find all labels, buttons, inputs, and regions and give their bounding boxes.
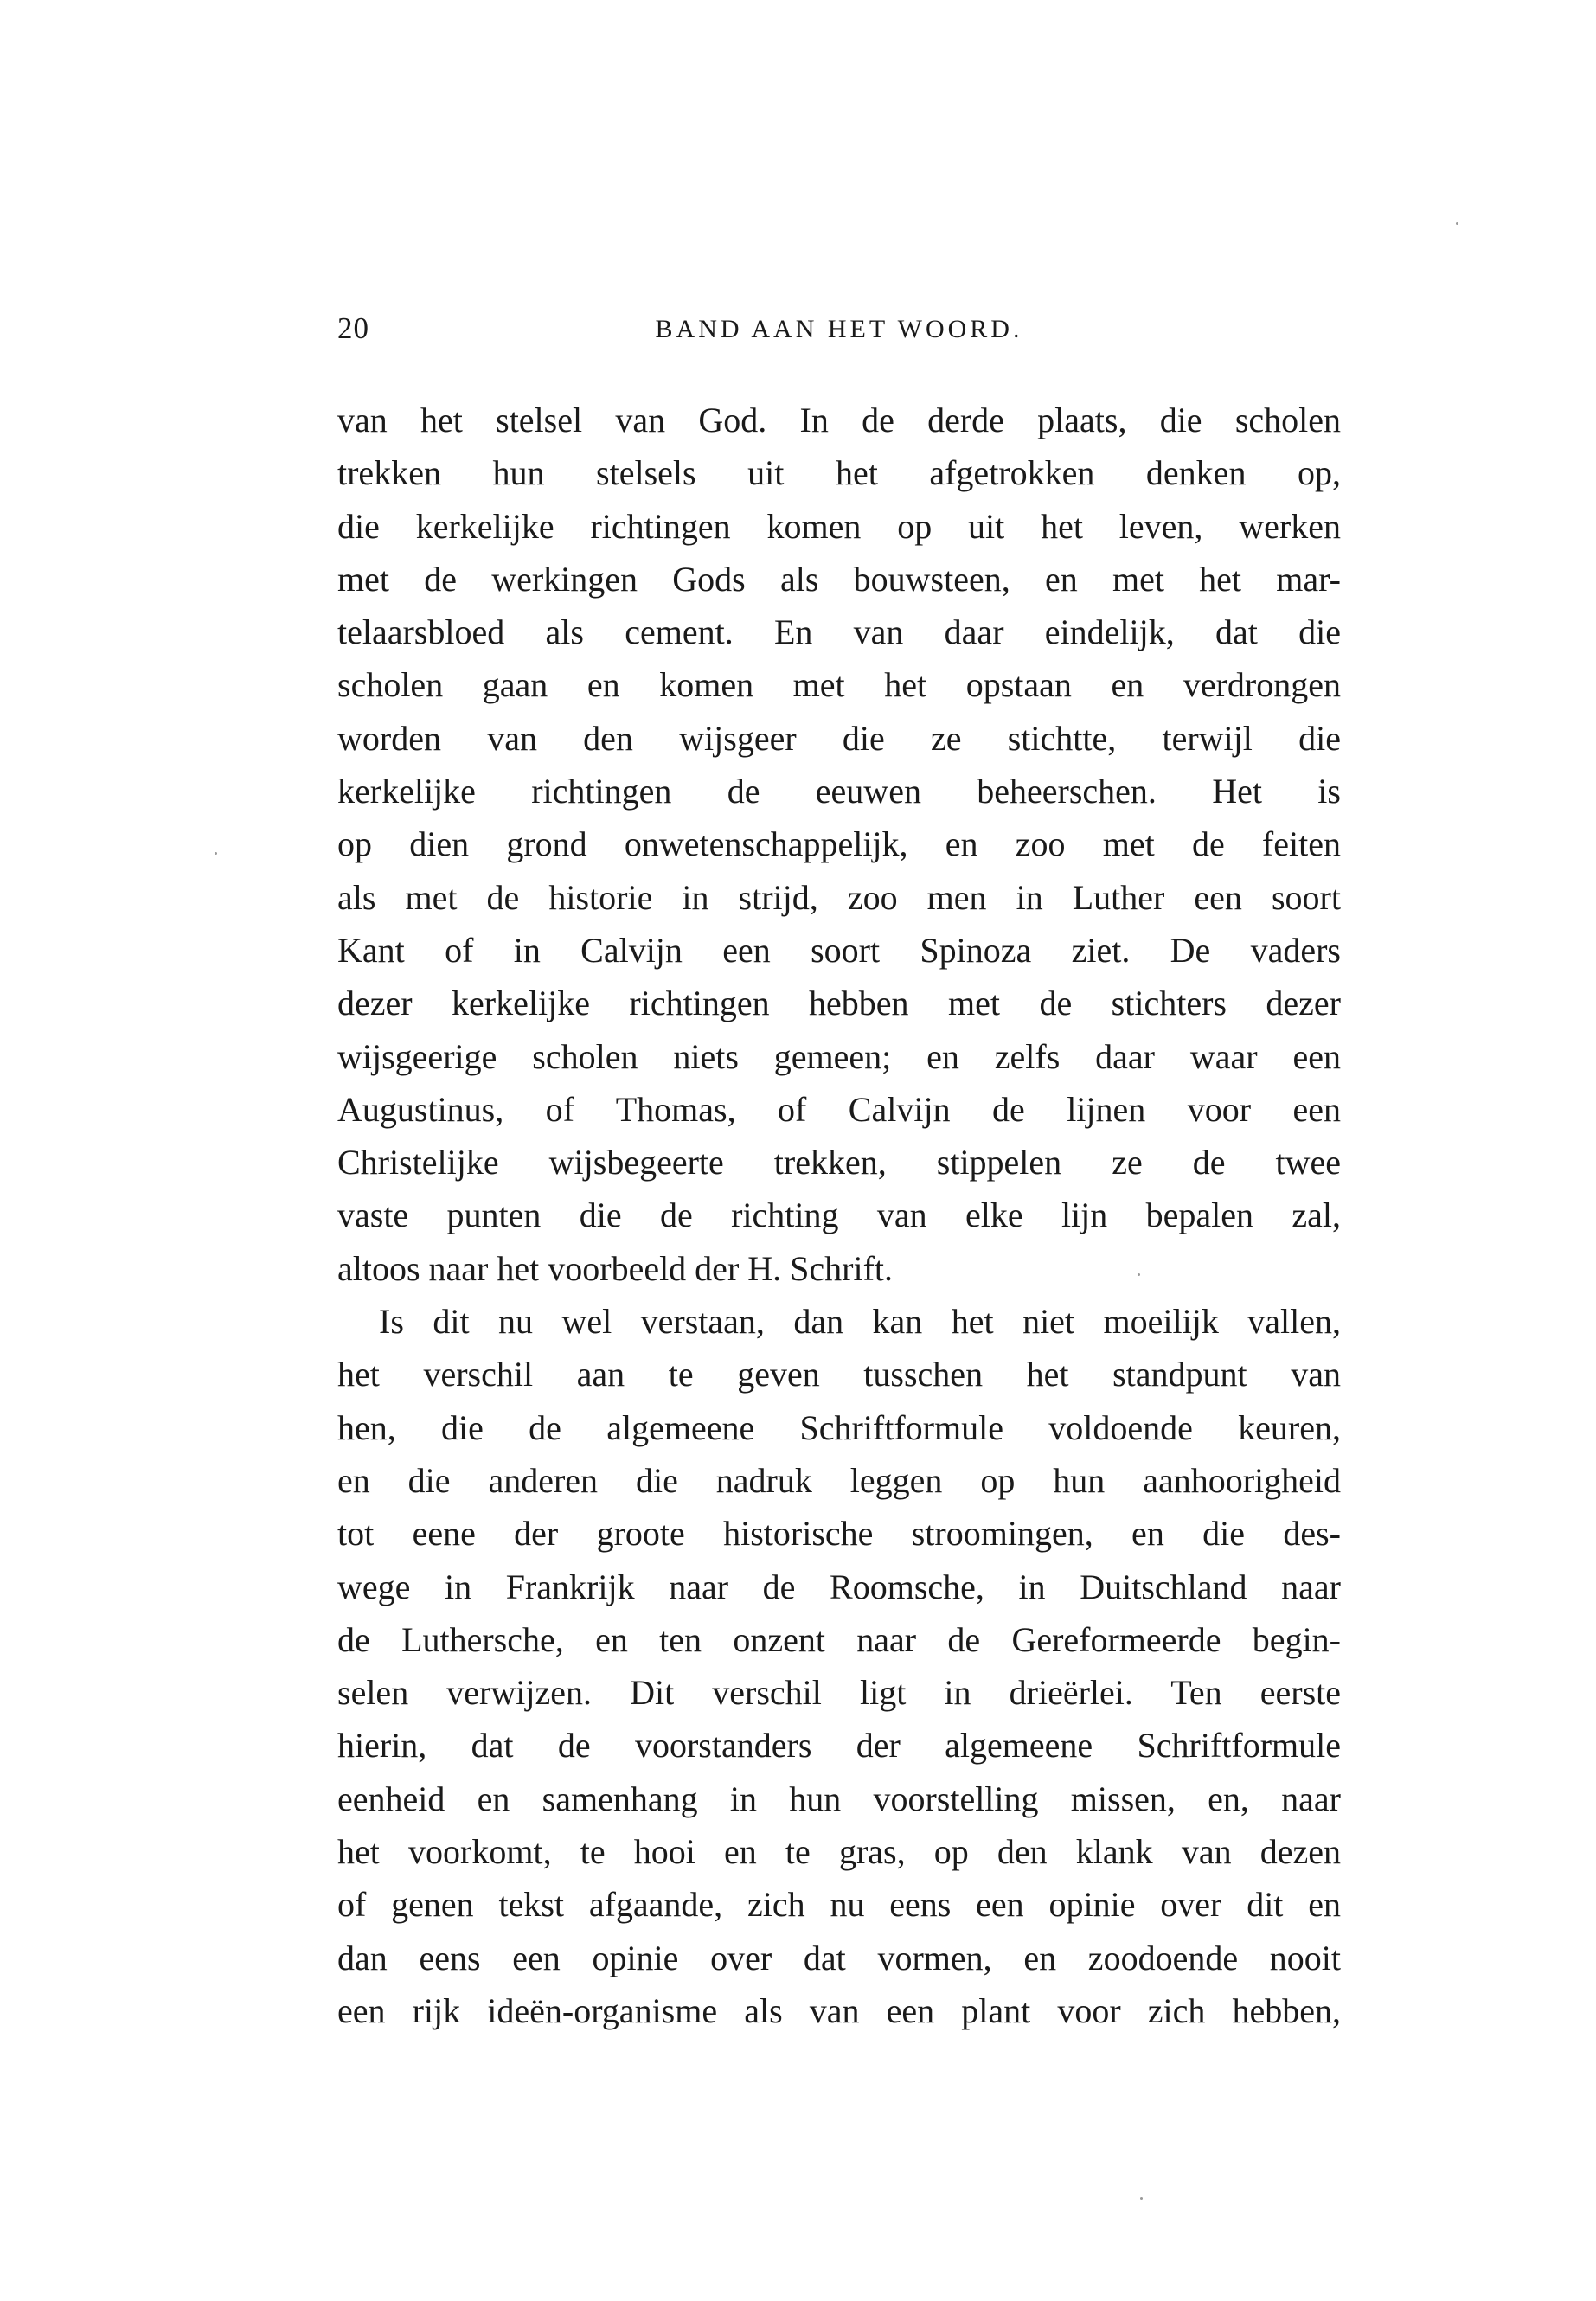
text-line: van het stelsel van God. In de derde plaats, die scholen bbox=[337, 401, 1341, 439]
paper-speck bbox=[1138, 1273, 1140, 1276]
text-line: op dien grond onwetenschappelijk, en zoo met de feiten bbox=[337, 824, 1341, 864]
text-line: tot eene der groote historische stroomingen, en die des- bbox=[337, 1514, 1341, 1554]
text-line: Kant of in Calvijn een soort Spinoza ziet. De vaders bbox=[337, 930, 1341, 970]
text-line: of genen tekst afgaande, zich nu eens een opinie over dit en bbox=[337, 1885, 1341, 1925]
text-line: Christelijke wijsbegeerte trekken, stippelen ze de twee bbox=[337, 1143, 1341, 1183]
text-line: als met de historie in strijd, zoo men in Luther een soort bbox=[337, 877, 1341, 917]
text-line: vaste punten die de richting van elke lijn bepalen zal, bbox=[337, 1195, 1341, 1235]
running-title: BAND AAN HET WOORD. bbox=[655, 315, 1023, 343]
text-line: met de werkingen Gods als bouwsteen, en met het mar- bbox=[337, 559, 1341, 599]
paragraph-first-line: Is dit nu wel verstaan, dan kan het niet moeilijk vallen, bbox=[379, 1302, 1341, 1342]
text-line: Augustinus, of Thomas, of Calvijn de lijnen voor een bbox=[337, 1089, 1341, 1129]
paper-speck bbox=[215, 852, 217, 855]
text-line: het verschil aan te geven tusschen het standpunt van bbox=[337, 1355, 1341, 1394]
body-text bbox=[337, 394, 1341, 2037]
text-line: wijsgeerige scholen niets gemeen; en zelfs daar waar een bbox=[337, 1036, 1341, 1076]
text-line: dan eens een opinie over dat vormen, en zoodoende nooit bbox=[337, 1938, 1341, 1977]
paper-speck bbox=[1456, 222, 1458, 225]
paragraph-end-line: altoos naar het voorbeeld der H. Schrift. bbox=[337, 1248, 894, 1288]
text-line: wege in Frankrijk naar de Roomsche, in Duitschland naar bbox=[337, 1567, 1341, 1606]
text-line: die kerkelijke richtingen komen op uit het leven, werken bbox=[337, 506, 1341, 546]
text-line: kerkelijke richtingen de eeuwen beheerschen. Het is bbox=[337, 772, 1341, 811]
paper-speck bbox=[1140, 2197, 1143, 2200]
running-head bbox=[337, 311, 1341, 355]
text-line: trekken hun stelsels uit het afgetrokken denken op, bbox=[337, 453, 1341, 493]
page-number: 20 bbox=[337, 311, 369, 345]
text-line: eenheid en samenhang in hun voorstelling missen, en, naar bbox=[337, 1779, 1341, 1818]
text-line: scholen gaan en komen met het opstaan en verdrongen bbox=[337, 665, 1341, 705]
text-line: dezer kerkelijke richtingen hebben met de stichters dezer bbox=[337, 984, 1341, 1023]
text-line: een rijk ideën-organisme als van een plant voor zich hebben, bbox=[337, 1990, 1341, 2030]
text-line: de Luthersche, en ten onzent naar de Gereformeerde begin- bbox=[337, 1619, 1341, 1659]
text-line: worden van den wijsgeer die ze stichtte, terwijl die bbox=[337, 718, 1341, 758]
text-line: selen verwijzen. Dit verschil ligt in drieërlei. Ten eerste bbox=[337, 1673, 1341, 1713]
text-line: het voorkomt, te hooi en te gras, op den klank van dezen bbox=[337, 1832, 1341, 1872]
text-line: hierin, dat de voorstanders der algemeene Schriftformule bbox=[337, 1726, 1341, 1766]
text-line: en die anderen die nadruk leggen op hun aanhoorigheid bbox=[337, 1460, 1341, 1500]
text-line: telaarsbloed als cement. En van daar eindelijk, dat die bbox=[337, 612, 1341, 652]
text-line: hen, die de algemeene Schriftformule voldoende keuren, bbox=[337, 1407, 1341, 1447]
